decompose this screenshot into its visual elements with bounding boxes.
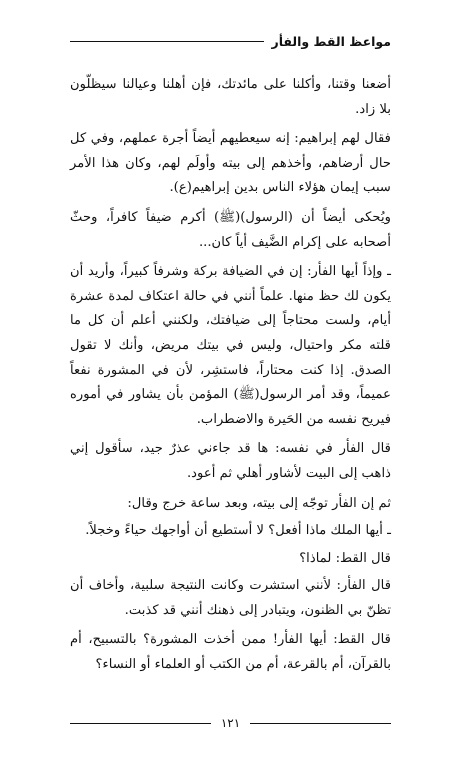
body-text: [70, 73, 391, 683]
paragraph: أضعنا وقتنا، وأكلنا على مائدتك، فإن أهلنا وعيالنا سيظلّون بلا زاد.: [70, 77, 391, 117]
page-number: ١٢١: [220, 716, 241, 730]
paragraph: ـ أيها الملك ماذا أفعل؟ لا أستطيع أن أواجهك حياءً وخجلاً.: [85, 523, 391, 539]
book-title: مواعظ القط والفأر: [271, 34, 391, 49]
paragraph: قال القط: لماذا؟: [299, 550, 391, 566]
footer-rule-right: [250, 723, 391, 724]
header-rule: [70, 41, 264, 42]
paragraph: ـ وإذاً أيها الفأر: إن في الضيافة بركة وشرفاً كبيراً، وأريد أن يكون لك حظ منها. علماً أنني في حالة اعتكاف لمدة عشرة أيام، ولست محتاجاً إلى ضيافتك، ولكنني أعلم أن كل ما قلته مكر واحتيال، وليس في بيتك مريض، وأنك لا تقول الصدق. إذا كنت محتاراً، فاستشِر، لأن في المشورة نفعاً عميماً، وقد أمر الرسول(ﷺ) المؤمن بأن يشاور في أموره فيريح نفسه من الحَيرة والاضطراب.: [70, 264, 391, 427]
paragraph: قال الفأر في نفسه: ها قد جاءني عذرٌ جيد، سأقول إني ذاهب إلى البيت لأشاور أهلي ثم أعود.: [70, 441, 391, 481]
paragraph: ثم إن الفأر توجّه إلى بيته، وبعد ساعة خرج وقال:: [127, 495, 391, 511]
paragraph: فقال لهم إبراهيم: إنه سيعطيهم أيضاً أجرة عملهم، وفي كل حال أرضاهم، وأخذهم إلى بيته وأولَم لهم، وكان هذا الأمر سبب إيمان هؤلاء الناس بدين إبراهيم(ع).: [70, 131, 391, 196]
running-header: [70, 34, 391, 49]
page-footer: [70, 716, 391, 730]
paragraph: قال الفأر: لأنني استشرت وكانت النتيجة سلبية، وأخاف أن تظنّ بي الظنون، ويتبادر إلى ذهنك أنني قد كذبت.: [70, 578, 391, 618]
paragraph: ويُحكى أيضاً أن (الرسول)(ﷺ) أكرم ضيفاً كافراً، وحثّ أصحابه على إكرام الضَّيف أياً كان...: [70, 209, 391, 250]
paragraph: قال القط: أيها الفأر! ممن أخذت المشورة؟ بالتسبيح، أم بالقرآن، أم بالقرعة، أم من الكتب أو العلماء أو النساء؟: [70, 632, 391, 673]
footer-rule-left: [70, 723, 211, 724]
